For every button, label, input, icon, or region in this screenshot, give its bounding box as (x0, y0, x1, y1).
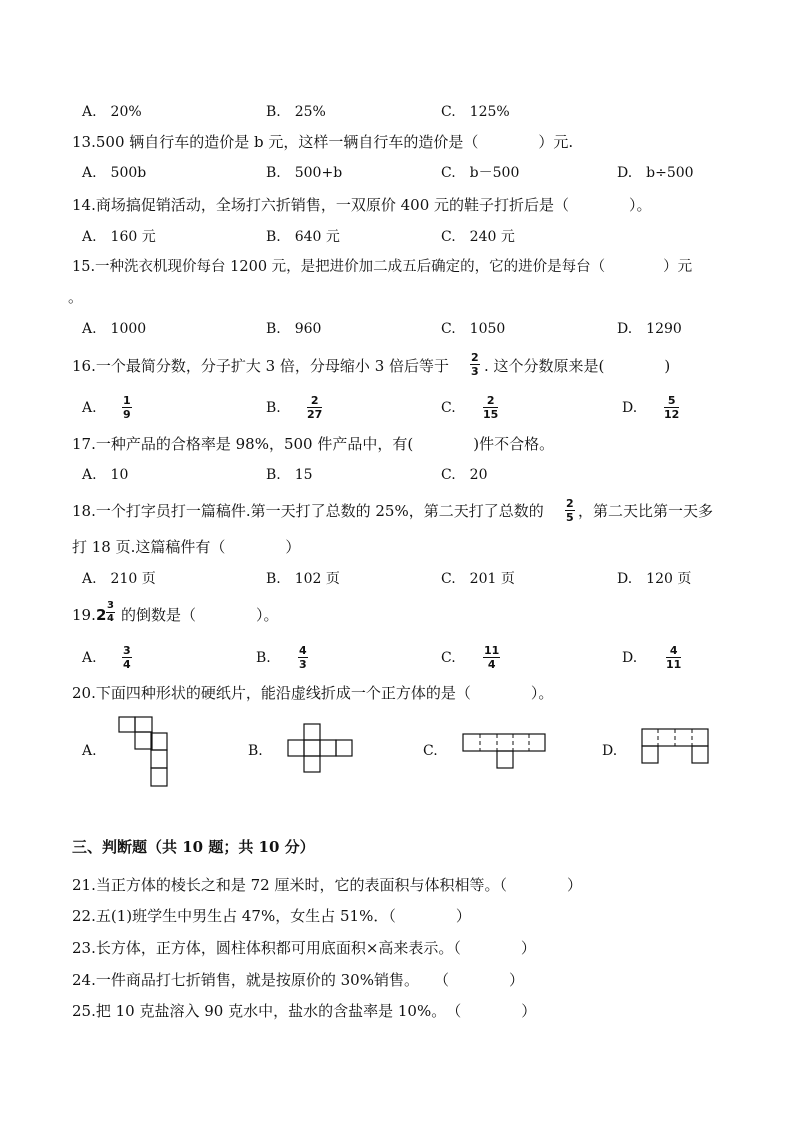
judgment-item-24: 24.一件商品打七折销售，就是按原价的 30%销售。 （ ） (72, 971, 524, 989)
numerator: 1 (123, 394, 131, 407)
q20-option-b-label: B. (248, 743, 263, 759)
q14-option-a: A. 160 元 (82, 229, 156, 245)
q13-option-a: A. 500b (82, 165, 147, 181)
denominator: 27 (307, 408, 323, 421)
q16-option-a-fraction (122, 395, 132, 420)
q15-option-a: A. 1000 (82, 321, 147, 337)
q18-text-b: ，第二天比第一天多 (578, 502, 714, 520)
q19-option-d-fraction (666, 645, 681, 670)
q16-option-d-label: D. (622, 400, 638, 416)
q19-option-c-label: C. (441, 650, 456, 666)
q18-option-d: D. 120 页 (617, 571, 692, 587)
q20-option-c-cube-net (462, 733, 548, 771)
q18-fraction (565, 498, 575, 523)
q16-option-c-label: C. (441, 400, 456, 416)
numerator: 4 (299, 644, 307, 657)
q18-fraction-denominator: 5 (566, 511, 574, 524)
q20-text: 20.下面四种形状的硬纸片，能沿虚线折成一个正方体的是（ ）。 (72, 684, 554, 702)
denominator: 15 (483, 408, 499, 421)
q16-fraction (470, 352, 480, 377)
q16-option-b-label: B. (266, 400, 281, 416)
q13-text: 13.500 辆自行车的造价是 b 元，这样一辆自行车的造价是（ ）元. (72, 133, 574, 151)
q19-option-a-fraction (122, 645, 132, 670)
q20-option-a-cube-net (118, 716, 174, 788)
q13-option-c: C. b－500 (441, 165, 520, 181)
q19-option-b-label: B. (256, 650, 271, 666)
q17-text: 17.一种产品的合格率是 98%，500 件产品中，有( )件不合格。 (72, 435, 555, 453)
judgment-item-25: 25.把 10 克盐溶入 90 克水中，盐水的含盐率是 10%。 （ ） (72, 1002, 537, 1020)
q19-text: 的倒数是（ ）。 (121, 606, 279, 624)
denominator: 4 (123, 658, 131, 671)
numerator: 2 (310, 394, 319, 407)
q14-option-c: C. 240 元 (441, 229, 515, 245)
q19-prefix: 19. (72, 606, 96, 624)
q20-option-a-label: A. (82, 743, 97, 759)
q18-fraction-numerator: 2 (566, 497, 574, 510)
section-title-judgment: 三、判断题（共 10 题；共 10 分） (72, 838, 315, 856)
denominator: 4 (487, 658, 496, 671)
q19-fraction (106, 601, 115, 624)
q20-option-d-cube-net (641, 728, 711, 766)
q17-option-c: C. 20 (441, 467, 488, 483)
q16-text-b: . 这个分数原来是( ) (484, 357, 671, 375)
q18-option-a: A. 210 页 (82, 571, 156, 587)
q13-option-d: D. b÷500 (617, 165, 694, 181)
q16-fraction-denominator: 3 (471, 365, 479, 378)
q19-option-b-fraction (298, 645, 308, 670)
q18-option-c: C. 201 页 (441, 571, 515, 587)
q18-text-continued: 打 18 页.这篇稿件有（ ） (72, 538, 301, 556)
q15-option-c: C. 1050 (441, 321, 506, 337)
denominator: 11 (666, 658, 682, 671)
numerator: 3 (123, 644, 131, 657)
q16-option-d-fraction (664, 395, 679, 420)
denominator: 4 (107, 613, 114, 624)
q12-option-a: A. 20% (82, 104, 142, 120)
q16-text-a: 16.一个最简分数，分子扩大 3 倍，分母缩小 3 倍后等于 (72, 357, 450, 375)
denominator: 3 (299, 658, 307, 671)
q15-text: 15.一种洗衣机现价每台 1200 元，是把进价加二成五后确定的，它的进价是每台（ ）元 (72, 259, 693, 275)
q17-option-a: A. 10 (82, 467, 129, 483)
q14-option-b: B. 640 元 (266, 229, 340, 245)
judgment-item-23: 23.长方体，正方体，圆柱体积都可用底面积×高来表示。（ ） (72, 939, 536, 957)
q12-option-c: C. 125% (441, 104, 510, 120)
q15-option-b: B. 960 (266, 321, 322, 337)
denominator: 9 (123, 408, 131, 421)
judgment-item-21: 21.当正方体的棱长之和是 72 厘米时，它的表面积与体积相等。（ ） (72, 876, 582, 894)
q20-option-b-cube-net (287, 723, 357, 775)
q16-option-b-fraction (307, 395, 322, 420)
q16-option-c-fraction (483, 395, 498, 420)
numerator: 11 (484, 644, 500, 657)
q16-fraction-numerator: 2 (471, 351, 479, 364)
q19-whole-number: 2 (96, 606, 107, 624)
numerator: 4 (669, 644, 678, 657)
q15-text-continued: 。 (68, 288, 84, 306)
q19-option-a-label: A. (82, 650, 97, 666)
q12-option-b: B. 25% (266, 104, 326, 120)
numerator: 3 (107, 600, 114, 611)
q20-option-c-label: C. (423, 743, 438, 759)
numerator: 2 (486, 394, 495, 407)
q19-option-c-fraction (483, 645, 500, 670)
q16-option-a-label: A. (82, 400, 97, 416)
q18-text-a: 18.一个打字员打一篇稿件.第一天打了总数的 25%，第二天打了总数的 (72, 502, 544, 520)
denominator: 12 (664, 408, 680, 421)
q17-option-b: B. 15 (266, 467, 313, 483)
q20-option-d-label: D. (602, 743, 618, 759)
q13-option-b: B. 500+b (266, 165, 343, 181)
judgment-item-22: 22.五(1)班学生中男生占 47%，女生占 51%．（ ） (72, 907, 471, 925)
q18-option-b: B. 102 页 (266, 571, 340, 587)
numerator: 5 (667, 394, 676, 407)
q15-option-d: D. 1290 (617, 321, 682, 337)
q14-text: 14.商场搞促销活动，全场打六折销售，一双原价 400 元的鞋子打折后是（ ）。 (72, 196, 652, 214)
q19-option-d-label: D. (622, 650, 638, 666)
